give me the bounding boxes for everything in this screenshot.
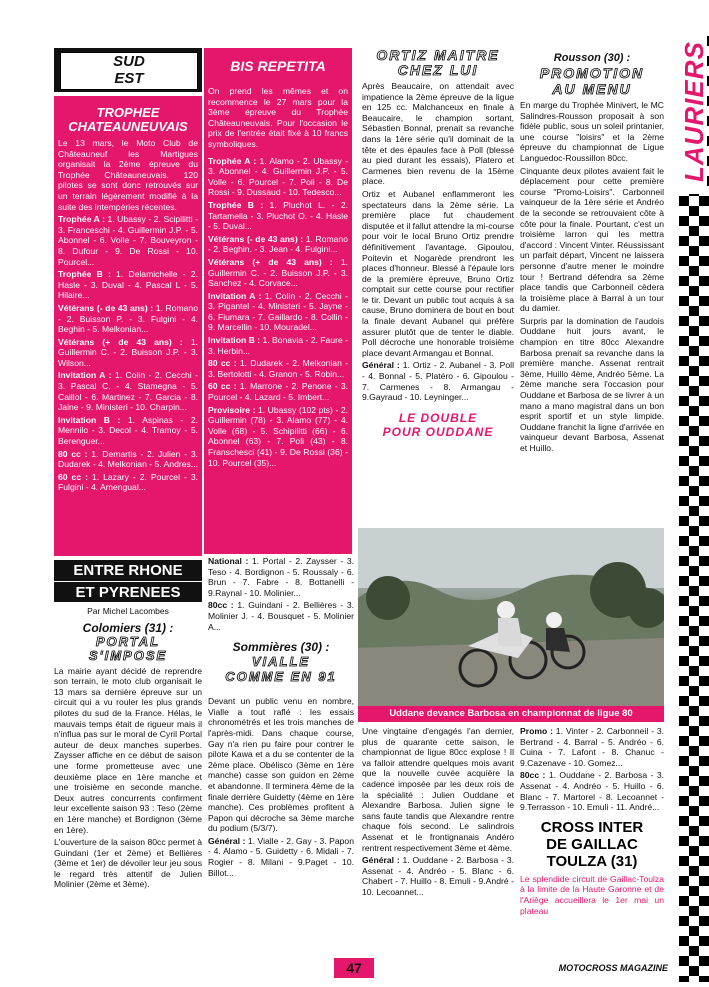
checker-square	[689, 746, 699, 756]
checker-square	[679, 396, 689, 406]
checker-square	[689, 766, 699, 776]
rousson-body-2: Cinquante deux pilotes avaient fait le déplacement pour cette première course "Promo-Loisirs". Carbonneil vainqueur de la 1ère série et Andréo de la seconde se retrouvaient côte à côte pour la finale. Pourtant, c'est un troisième larron qui les mettra d'accord : Vincent Vinter. Réussissant un parfait départ, Vincent ne laissera personne d'autre mener le moindre tour ! Bertrand défendra sa 2ème place tandis que Carbonneil cèdera la troisième place à Barral à un tour du damier.	[520, 165, 664, 314]
checker-square	[689, 346, 699, 356]
checker-square	[689, 486, 699, 496]
checker-square	[689, 866, 699, 876]
sud-est-column	[54, 96, 202, 556]
checker-square	[679, 476, 689, 486]
result-entry	[58, 269, 198, 301]
checker-square	[699, 496, 709, 506]
checker-square	[679, 516, 689, 526]
checker-square	[699, 716, 709, 726]
result-heading: Trophée B :	[208, 199, 264, 210]
result-heading: 80cc :	[520, 770, 546, 781]
portal-title-1: PORTAL	[95, 633, 161, 649]
checker-square	[689, 546, 699, 556]
checker-square	[699, 396, 709, 406]
checker-square	[679, 676, 689, 686]
result-text: 1. Colin - 2. Cecchi - 3. Pascal C. - 4. Stamegna - 5. Caillol - 6. Martinez - 7. Garcia - 8. Jaine - 9. Ministeri - 10. Charpin...	[58, 370, 198, 413]
result-entry	[520, 726, 664, 768]
checker-square	[689, 806, 699, 816]
result-heading: Vétérans (+ de 43 ans) :	[208, 256, 333, 267]
sud-label: SUD	[113, 53, 145, 70]
result-heading: 80cc :	[208, 600, 234, 611]
checker-square	[689, 286, 699, 296]
result-heading: 80 cc :	[58, 448, 88, 459]
checker-square	[699, 676, 709, 686]
bis-repetita-column	[204, 48, 352, 554]
result-text: 1. Guillermin C. - 2. Buisson J.P. - 3. Wilson...	[58, 336, 198, 368]
double-title-1: LE DOUBLE	[398, 410, 478, 425]
result-heading: Vétérans (+ de 43 ans) :	[58, 336, 183, 347]
cross-title-3: TOULZA (31)	[520, 853, 664, 870]
checker-square	[689, 466, 699, 476]
checker-square	[689, 366, 699, 376]
vingtaine-results: Général : 1. Ouddane - 2. Barbosa - 3. Assenat - 4. Andréo - 5. Blanc - 6. Chabert - 7. Huillo - 8. Emuli - 9.André - 10. Lecoannet...	[362, 855, 514, 897]
checker-square	[699, 196, 709, 206]
result-heading: Trophée A :	[208, 155, 257, 166]
checker-square	[699, 436, 709, 446]
rhone-byline: Par Michel Lacombes	[87, 606, 169, 616]
colomiers-head: Colomiers (31) :	[82, 620, 174, 635]
checker-square	[699, 276, 709, 286]
checker-square	[699, 616, 709, 626]
cross-body: Le splendide circuit de Gaillac-Toulza à la limite de la Haute Garonne et de l'Ariège accueillera le 1er mai un plateau	[520, 873, 664, 916]
checker-square	[699, 516, 709, 526]
checker-square	[689, 226, 699, 236]
checker-square	[689, 686, 699, 696]
checker-square	[699, 896, 709, 906]
result-heading: Vétérans (- de 43 ans) :	[208, 233, 304, 244]
checker-square	[689, 966, 699, 976]
result-heading: 60 cc :	[58, 471, 88, 482]
checker-square	[699, 456, 709, 466]
result-heading: National :	[208, 556, 249, 566]
race-photo-image	[358, 528, 664, 706]
checker-square	[679, 196, 689, 206]
rhone-banner	[54, 560, 202, 602]
result-heading: Promo :	[520, 726, 553, 736]
ortiz-title-1: ORTIZ MAITRE	[376, 47, 500, 63]
vingtaine-body: Une vingtaine d'engagés l'an dernier, plus de quarante cette saison, le championnat de ligue 80cc explose ! Il va falloir attendre quelques mois avant que la nouvelle cuvée acquière la cadence imposée par les deux rois de la spécialité : Julien Ouddane et Alexandre Barbosa. Julien signe le sans faute tandis que Alexandre rentre chaque fois second. Le salindrois Assenat et le frontignanais Andéro rentrent respectivement 3ème et 4ème.	[362, 726, 514, 853]
rousson-body: En marge du Trophée Minivert, le MC Salindres-Rousson proposait à son fidèle public, sous un soleil printanier, une course "loisirs" et la 2ème épreuve du championnat de Ligue Languedoc-Roussillon 80cc.	[520, 100, 664, 163]
checker-square	[679, 276, 689, 286]
result-entry	[208, 234, 348, 255]
checker-square	[699, 876, 709, 886]
checker-square	[699, 796, 709, 806]
result-text: 1. Romano - 2. Beghin. - 3. Jean - 4. Fulgini...	[208, 233, 348, 255]
result-text: 1. Alamo - 2. Ubassy - 3. Abonnel - 4. Guillermin J.P. - 5. Volle - 6. Pourcel - 7. Poli - 8. De Rossi - 9. Dussaud - 10. Tedesco...	[208, 155, 348, 198]
result-heading: Provisoire :	[208, 404, 256, 415]
checker-square	[689, 666, 699, 676]
cross-title-box	[520, 819, 664, 870]
result-entry	[208, 257, 348, 289]
vialle-title-2: COMME EN 91	[225, 669, 337, 685]
checker-square	[699, 856, 709, 866]
checker-square	[679, 496, 689, 506]
checker-square	[679, 376, 689, 386]
checker-square	[689, 386, 699, 396]
checker-square	[679, 756, 689, 766]
checker-square	[689, 646, 699, 656]
checker-square	[689, 246, 699, 256]
checker-square	[679, 256, 689, 266]
checker-square	[679, 936, 689, 946]
sud-est-results	[58, 214, 198, 493]
checker-square	[689, 426, 699, 436]
result-text: 1. Portal - 2. Zaysser - 3. Teso - 4. Bordignon - 5. Roussaly - 6. Brun - 7. Fabre - 8. Bottanelli - 9.Raynal - 10. Molinier...	[208, 556, 354, 598]
result-heading: Invitation B :	[208, 335, 261, 346]
checker-square	[689, 946, 699, 956]
checker-square	[689, 326, 699, 336]
result-text: 1. Bonavia - 2. Faure - 3. Herbin...	[208, 335, 348, 356]
checker-square	[679, 456, 689, 466]
checker-square	[699, 216, 709, 226]
rhone-banner-line-1: ENTRE RHONE	[54, 560, 202, 582]
ortiz-column	[362, 48, 514, 439]
checker-square	[689, 406, 699, 416]
rhone-banner-line-2: ET PYRENEES	[75, 584, 181, 601]
result-text: 1. Marrone - 2. Penone - 3. Pourcel - 4. Lazard - 5. Imbert...	[208, 381, 348, 403]
checker-square	[679, 816, 689, 826]
checker-square	[699, 756, 709, 766]
ortiz-results: Général : 1. Ortiz - 2. Aubanel - 3. Poll - 4. Bonnal - 5. Platéro - 6. Gipoulou - 7. Carmenes - 8. Armangau - 9.Gayraud - 10. Leyninger...	[362, 360, 514, 403]
vingtaine-column	[362, 726, 514, 900]
checker-square	[699, 736, 709, 746]
national-column	[208, 556, 354, 880]
checker-square	[679, 956, 689, 966]
result-entry	[520, 770, 664, 812]
vialle-title-1: VIALLE	[251, 654, 311, 670]
sommieres-head: Sommières (30) :	[232, 640, 330, 655]
national-results	[208, 556, 354, 632]
result-entry	[58, 370, 198, 412]
checker-square	[679, 576, 689, 586]
result-entry	[208, 156, 348, 198]
checker-square	[699, 656, 709, 666]
checker-square	[679, 296, 689, 306]
checker-square	[679, 336, 689, 346]
rhone-body-2: L'ouverture de la saison 80cc permet à Guindani (1er et 2ème) et Bellières (3ème et 1er) de dévoiler leur jeu sous le regard très attentif de Julien Molinier (2ème et 3ème).	[54, 837, 202, 890]
checker-square	[679, 776, 689, 786]
checker-square	[699, 776, 709, 786]
checker-square	[699, 576, 709, 586]
promo-column	[520, 726, 664, 918]
checker-square	[689, 926, 699, 936]
checker-square	[699, 696, 709, 706]
result-entry	[208, 291, 348, 333]
checker-square	[689, 566, 699, 576]
checker-square	[699, 236, 709, 246]
checker-square	[699, 816, 709, 826]
checker-square	[699, 256, 709, 266]
checker-square	[699, 416, 709, 426]
result-entry	[208, 381, 348, 402]
result-entry	[208, 358, 348, 379]
checker-square	[689, 506, 699, 516]
rousson-title-1: PROMOTION	[539, 65, 645, 81]
checker-square	[689, 706, 699, 716]
checker-square	[699, 476, 709, 486]
sommieres-results: Général : 1. Vialle - 2. Gay - 3. Papon - 4. Alamo - 5. Guidetty - 6. Midali - 7. Rogier - 8. Milani - 9.Paget - 10. Billot...	[208, 835, 354, 878]
result-heading: 60 cc :	[208, 381, 237, 392]
bis-repetita-title: BIS REPETITA	[230, 58, 326, 74]
result-heading: Invitation A :	[208, 290, 262, 301]
checker-square	[689, 826, 699, 836]
result-heading: Vétérans (- de 43 ans) :	[58, 302, 154, 313]
result-text: 1. Pluchot L. - 2. Tartamella - 3. Pluchot O. - 4. Hasle - 5. Duval...	[208, 199, 348, 232]
checker-square	[679, 896, 689, 906]
checker-square	[689, 446, 699, 456]
checker-square	[679, 616, 689, 626]
double-title-2: POUR OUDDANE	[382, 424, 494, 439]
promo-results	[520, 726, 664, 813]
checker-square	[699, 556, 709, 566]
checker-square	[699, 596, 709, 606]
result-heading: Trophée B :	[58, 269, 111, 280]
rousson-title-2: AU MENU	[552, 81, 632, 97]
result-heading: 80 cc :	[208, 358, 237, 369]
race-photo	[358, 528, 664, 706]
checker-square	[679, 876, 689, 886]
result-text: 1. Aspinas - 2. Mennilo - 3. Decol - 4. Tramoy - 5. Berenguer...	[58, 414, 198, 447]
result-text: 1. Vinter - 2. Carbonneil - 3. Bertrand - 4. Barral - 5. Andréo - 6. Cuina - 7. Lafont - 8. Chanuc - 9.Cazenave - 10. Gomez...	[520, 726, 665, 768]
checker-square	[689, 626, 699, 636]
checker-square	[679, 696, 689, 706]
result-text: 1. Demartis - 2. Julien - 3. Dudarek - 4. Melkonian - 5. Andres...	[58, 448, 198, 470]
est-label: EST	[114, 70, 144, 87]
result-entry	[208, 200, 348, 232]
result-heading: Invitation B :	[58, 414, 121, 425]
checker-square	[699, 376, 709, 386]
checker-square	[689, 586, 699, 596]
sud-est-title: TROPHEE CHATEAUNEUVAIS	[68, 105, 188, 134]
result-text: 1. Ubassy - 2. Scipilitti - 3. Franceschi - 4. Guillermin J.P. - 5. Abonnel - 6. Volle - 7. Bouveyron - 8. Dufour - 9. De Rossi - 10. Pourcel...	[58, 214, 198, 267]
checker-square	[679, 716, 689, 726]
result-entry	[58, 415, 198, 447]
checker-square	[689, 886, 699, 896]
checker-square	[679, 356, 689, 366]
checker-square	[679, 656, 689, 666]
checker-square	[679, 536, 689, 546]
checker-square	[679, 436, 689, 446]
checker-square	[689, 906, 699, 916]
result-text: 1. Delamichelle - 2. Hasle - 3. Duval - 4. Pascal L - 5. Hilaire...	[58, 269, 198, 301]
checker-square	[699, 916, 709, 926]
race-photo-caption: Uddane devance Barbosa en championnat de ligue 80	[358, 706, 664, 722]
ortiz-title-2: CHEZ LUI	[397, 62, 479, 78]
checker-square	[699, 356, 709, 366]
checker-square	[679, 596, 689, 606]
portal-title-2: S'IMPOSE	[88, 647, 168, 663]
checker-square	[699, 296, 709, 306]
checker-square	[679, 636, 689, 646]
checker-square	[699, 636, 709, 646]
checker-square	[689, 606, 699, 616]
result-text: 1. Colin - 2. Cecchi - 3. Pigantel - 4. Ministeri - 5. Jayne - 6. Fiumara - 7. Gaillardo - 8. Collin - 9. Marcellin - 10. Mouradel...	[208, 290, 348, 333]
result-heading: Invitation A :	[58, 370, 112, 381]
result-entry	[58, 303, 198, 335]
ortiz-body-2: Ortiz et Aubanel enflammeront les spectateurs dans la 2ème série. La première place fut chaudement disputée et il fallut attendre la mi-course pour voir le local Bruno Ortiz prendre définitivement l'avantage. Gipoulou, Poitevin et Nogarède prendront les places d'honneur. Blessé à l'épaule lors de la première épreuve, Bruno Ortiz comptait sur cette course pour rectifier le tir. Devant un public tout acquis à sa cause, Bruno dominera de bout en bout la finale devant Aubanel qui préfère assurer plutôt que de tenter le diable. Poll décroche une honorable troisième place devant Armangau et Bonnal.	[362, 188, 514, 358]
sud-est-label-inner	[60, 52, 198, 90]
result-entry	[58, 337, 198, 369]
checker-square	[699, 976, 709, 982]
rousson-head: Rousson (30) :	[553, 52, 631, 64]
result-text: 1. Ubassy (102 pts) - 2. Guillermin (78) - 3. Alamo (77) - 4. Volle (68) - 5. Schipilitti (66) - 6. Abonnel (63) - 7. Poli (43) - 8. Franschesci (41) - 9. De Rossi (36) - 10. Pourcel (35)...	[208, 404, 348, 468]
checker-square	[679, 216, 689, 226]
checker-square	[679, 236, 689, 246]
checker-square	[679, 856, 689, 866]
checker-square	[699, 956, 709, 966]
sud-est-body: Le 13 mars, le Moto Club de Châteauneuf les Martigues organisait la 2ème épreuve du Trophée Châteauneuvais. 120 pilotes se sont donc retrouvés sur un terrain légèrement modifié à la suite des intempéries récentes.	[58, 138, 198, 212]
checker-square	[689, 846, 699, 856]
checker-square	[689, 266, 699, 276]
result-text: 1. Dudarek - 2. Melkonian - 3. Bertolotti - 4. Granon - 5. Robin...	[208, 358, 348, 379]
result-entry	[208, 335, 348, 356]
checker-square	[689, 306, 699, 316]
checker-square	[689, 526, 699, 536]
rousson-column	[520, 52, 664, 456]
checker-square	[699, 936, 709, 946]
result-heading: Trophée A :	[58, 214, 105, 225]
checker-square	[699, 336, 709, 346]
checker-square	[679, 316, 689, 326]
result-text: 1. Ouddane - 2. Barbosa - 3. Assenat - 4. Andréo - 5. Huillo - 6. Blanc - 7. Martorel - 8. Lecoannet - 9.Terrasson - 10. Emuli - 11. André...	[520, 770, 664, 813]
result-entry	[58, 449, 198, 470]
cross-title-2: DE GAILLAC	[520, 836, 664, 853]
result-entry	[208, 405, 348, 469]
checker-square	[679, 976, 689, 982]
result-text: 1. Guindani - 2. Bellières - 3. Molinier J. - 4. Bousquet - 5. Molinier A...	[208, 600, 355, 632]
checker-square	[699, 836, 709, 846]
rhone-body: La mairie ayant décidé de reprendre son terrain, le moto club organisait le 13 mars sa dernière épreuve sur un circuit qui a vu rouler les plus grands pilotes du sud de la France. Hélas, le mauvais temps était de rigueur mais il n'influa pas sur le moral de Cyril Portal auteur de deux manches superbes. Zaysser affiche en ce début de saison une forme prometteuse avec une deuxième place en 1ère manche et une troisième en seconde manche. Deux autres concurrents confirment leur excellente saison 93 : Teso (2ème en 1ère manche) et Bordignon (3ème en 1ère).	[54, 665, 202, 835]
side-banner-label: LAURIERS	[679, 41, 709, 182]
checker-square	[679, 556, 689, 566]
ortiz-body: Après Beaucaire, on attendait avec impatience la 2ème épreuve de la ligue en 125 cc. Malchanceux en finale à Beaucaire, le champion sortant, Sébastien Bonnal, prenait sa revanche dans la 1ère série qu'il dominait de la tête et des épaules face à Poll (blessé au pied durant les essais), Platero et Carmenes bien revenu de la 15ème place.	[362, 81, 514, 187]
page-number: 47	[334, 958, 374, 978]
result-entry	[58, 214, 198, 267]
rousson-body-3: Surpris par la domination de l'audois Ouddane huit jours avant, le champion en titre 80cc Alexandre Barbosa prenait sa revanche dans la première manche. Assenat rentrait 3ème, Huillo 4ème, Andréo 5ème. La 2ème manche sera l'occasion pour Ouddane et Barbosa de se livrer à un mano a mano magistral dans un bon esprit sportif et un style limpide. Ouddane franchit la ligne d'arrivée en vainqueur devant Barbosa, Assenat et Huillo.	[520, 315, 664, 453]
result-entry	[208, 556, 354, 598]
checker-square	[699, 536, 709, 546]
checker-square	[689, 726, 699, 736]
bis-repetita-results	[208, 156, 348, 469]
checker-square	[679, 916, 689, 926]
sommieres-body: Devant un public venu en nombre, Vialle a tout raflé : les essais chronométrés et les trois manches de l'après-midi. Dans chaque course, Gay n'a rien pu faire pour contrer le pilote Kawa et a du se contenter de la 2ème place. Obélisco (3ème en 1ère manche) casse son guidon en 2ème et abandonne. Il terminera 4ème de la finale derrière Guidetty (4ème en 1ère manche). Ces problèmes profitent à Papon qui décroche sa 3ème marche du podium (5/3/7).	[208, 696, 354, 834]
cross-title-1: CROSS INTER	[520, 819, 664, 836]
checker-square	[679, 416, 689, 426]
magazine-name: MOTOCROSS MAGAZINE	[558, 963, 668, 973]
result-text: 1. Guillermin C. - 2. Buisson J.P. - 3. Sanchez - 4. Corvace...	[208, 256, 348, 289]
checker-square	[679, 836, 689, 846]
checker-square	[679, 796, 689, 806]
bis-repetita-body: On prend les mêmes et on recommence le 27 mars pour la 3ème épreuve du Trophée Châteauneuvais. Pour l'occasion le prix de l'entrée était fixé à 10 francs symboliques.	[208, 86, 348, 149]
checker-square	[699, 316, 709, 326]
result-entry	[58, 472, 198, 493]
checker-square	[679, 736, 689, 746]
result-text: 1. Lazary - 2. Pourcel - 3. Fulgini - 4. Amengual...	[58, 471, 198, 493]
result-text: 1. Romano - 2. Buisson P. - 3. Fulgini - 4. Beghin - 5. Melkonian...	[58, 302, 198, 335]
checker-square	[689, 206, 699, 216]
result-entry	[208, 600, 354, 632]
checker-square	[689, 786, 699, 796]
rhone-column	[54, 606, 202, 892]
